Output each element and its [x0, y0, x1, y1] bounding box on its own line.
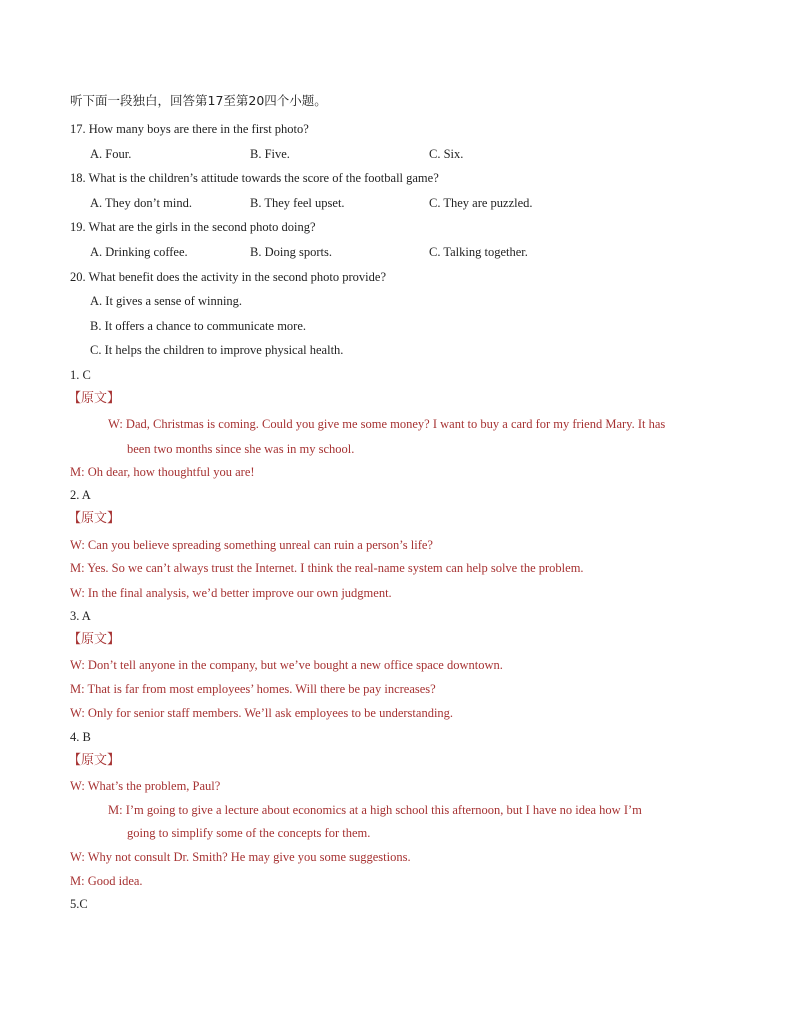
- answer-3-number: 3. A: [70, 609, 91, 623]
- question-17: 17. How many boys are there in the first photo?: [70, 122, 309, 136]
- answer-3-line-1: W: Don’t tell anyone in the company, but we’ve bought a new office space downtown.: [70, 658, 503, 672]
- answer-4-line-1: W: What’s the problem, Paul?: [70, 779, 221, 793]
- q20-option-b: B. It offers a chance to communicate more.: [90, 319, 307, 333]
- answer-5-number: 5.C: [70, 897, 88, 911]
- q17-option-b: B. Five.: [250, 147, 290, 161]
- section-heading: 听下面一段独白，回答第17至第20四个小题。: [70, 93, 327, 108]
- answer-2-line-3: W: In the final analysis, we’d better improve our own judgment.: [70, 586, 392, 600]
- q17-option-a: A. Four.: [90, 147, 132, 161]
- answer-1-line-3: M: Oh dear, how thoughtful you are!: [70, 465, 255, 479]
- answer-4-line-3: going to simplify some of the concepts for them.: [127, 826, 371, 840]
- question-19: 19. What are the girls in the second photo doing?: [70, 220, 316, 234]
- q19-option-b: B. Doing sports.: [250, 245, 332, 259]
- answer-2-tag: 【原文】: [68, 511, 121, 526]
- answer-4-line-4: W: Why not consult Dr. Smith? He may give you some suggestions.: [70, 850, 411, 864]
- answer-2-line-2: M: Yes. So we can’t always trust the Internet. I think the real-name system can help solve the problem.: [70, 561, 584, 575]
- q18-option-c: C. They are puzzled.: [429, 196, 533, 210]
- answer-3-line-3: W: Only for senior staff members. We’ll ask employees to be understanding.: [70, 706, 454, 720]
- answer-4-line-5: M: Good idea.: [70, 874, 143, 888]
- q18-option-a: A. They don’t mind.: [90, 196, 192, 210]
- answer-1-line-2: been two months since she was in my school.: [127, 442, 355, 456]
- answer-3-tag: 【原文】: [68, 632, 121, 647]
- answer-1-line-1: W: Dad, Christmas is coming. Could you give me some money? I want to buy a card for my friend Mary. It has: [108, 417, 666, 431]
- question-18: 18. What is the children’s attitude towards the score of the football game?: [70, 171, 439, 185]
- q18-option-b: B. They feel upset.: [250, 196, 345, 210]
- answer-4-tag: 【原文】: [68, 753, 121, 768]
- answer-2-line-1: W: Can you believe spreading something unreal can ruin a person’s life?: [70, 538, 433, 552]
- answer-3-line-2: M: That is far from most employees’ homes. Will there be pay increases?: [70, 682, 436, 696]
- q17-option-c: C. Six.: [429, 147, 464, 161]
- q20-option-a: A. It gives a sense of winning.: [90, 294, 243, 308]
- answer-4-number: 4. B: [70, 730, 91, 744]
- answer-4-line-2: M: I’m going to give a lecture about economics at a high school this afternoon, but I have no idea how I’m: [108, 803, 642, 817]
- answer-1-tag: 【原文】: [68, 391, 121, 406]
- q20-option-c: C. It helps the children to improve physical health.: [90, 343, 344, 357]
- q19-option-a: A. Drinking coffee.: [90, 245, 188, 259]
- question-20: 20. What benefit does the activity in the second photo provide?: [70, 270, 387, 284]
- answer-2-number: 2. A: [70, 488, 91, 502]
- answer-1-number: 1. C: [70, 368, 91, 382]
- q19-option-c: C. Talking together.: [429, 245, 528, 259]
